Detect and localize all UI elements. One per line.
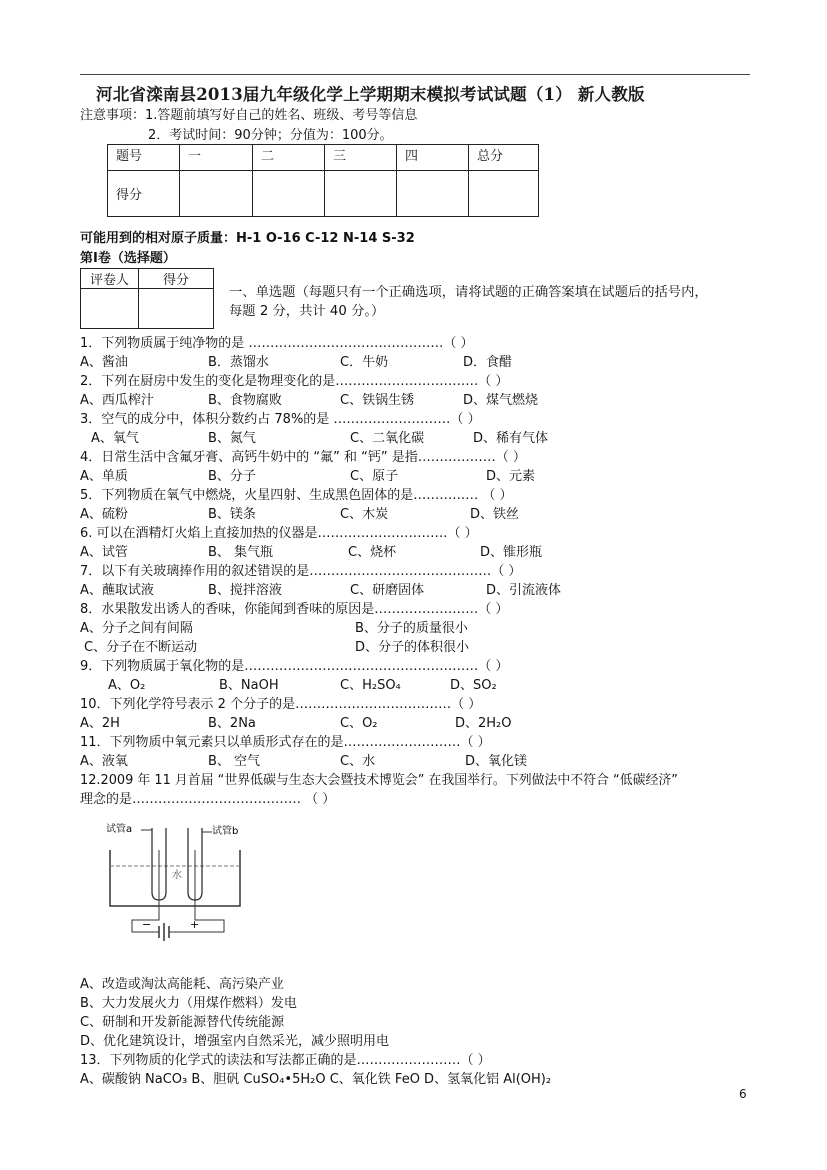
question-3: 3．空气的成分中，体积分数约占 78%的是 ………………………（ ） — [80, 412, 481, 427]
question-1: 1．下列物质属于纯净物的是 ………………………………………（ ） — [80, 336, 474, 351]
grader-cell[interactable] — [139, 289, 214, 329]
tube-b-label: 试管b — [212, 826, 239, 837]
option-d: D、铁丝 — [470, 507, 520, 522]
option-c: C、O₂ — [340, 716, 378, 731]
wire-positive — [176, 900, 224, 932]
option-b: B、氮气 — [208, 431, 256, 446]
option-b: B、食物腐败 — [208, 393, 282, 408]
page-number: 6 — [739, 1087, 747, 1101]
notice-line-1: 注意事项：1.答题前填写好自己的姓名、班级、考号等信息 — [80, 108, 418, 123]
option-c: C、原子 — [350, 469, 399, 484]
question-2: 2．下列在厨房中发生的变化是物理变化的是……………………………（ ） — [80, 374, 509, 389]
section-title: 第Ⅰ卷（选择题） — [80, 251, 176, 266]
score-row-label: 得分 — [108, 171, 180, 217]
option-d: D、煤气燃烧 — [463, 393, 539, 408]
negative-terminal-label: − — [142, 918, 152, 931]
option-a: A、氧气 — [91, 431, 139, 446]
tube-a-label: 试管a — [106, 824, 133, 835]
score-header-cell: 总分 — [469, 145, 539, 171]
score-table — [107, 144, 539, 217]
option-d: D、锥形瓶 — [480, 545, 543, 560]
option-b: B、分子的质量很小 — [355, 621, 468, 636]
instruction-line-1: 一、单选题（每题只有一个正确选项，请将试题的正确答案填在试题后的括号内， — [229, 285, 708, 300]
score-cell[interactable] — [325, 171, 397, 217]
question-10: 10．下列化学符号表示 2 个分子的是………………………………（ ） — [80, 697, 482, 712]
option-c: C．牛奶 — [340, 355, 389, 370]
option-d: D、元素 — [486, 469, 536, 484]
score-header-cell: 一 — [180, 145, 253, 171]
option-a: A、酱油 — [80, 355, 128, 370]
option-d: D、稀有气体 — [473, 431, 549, 446]
option-b: B、分子 — [208, 469, 256, 484]
option-b: B、 空气 — [208, 754, 261, 769]
question-13: 13．下列物质的化学式的读法和写法都正确的是……………………（ ） — [80, 1053, 491, 1068]
option-a: A、O₂ — [108, 678, 146, 693]
water-label: 水 — [172, 870, 182, 881]
option-a: A、液氧 — [80, 754, 128, 769]
question-9: 9．下列物质属于氧化物的是………………………………………………（ ） — [80, 659, 509, 674]
score-cell[interactable] — [253, 171, 325, 217]
option-a: A、分子之间有间隔 — [80, 621, 193, 636]
question-12: 12.2009 年 11 月首届 “世界低碳与生态大会暨技术博览会” 在我国举行。下列做法中不符合 “低碳经济” — [80, 773, 678, 788]
score-cell[interactable] — [397, 171, 469, 217]
question-12-line2: 理念的是………………………………… （ ） — [80, 792, 336, 807]
option-b: B、搅拌溶液 — [208, 583, 282, 598]
score-header-cell: 四 — [397, 145, 469, 171]
grader-header-cell: 得分 — [139, 269, 214, 289]
question-7: 7．以下有关玻璃捧作用的叙述错误的是……………………………………（ ） — [80, 564, 522, 579]
positive-terminal-label: + — [190, 918, 200, 931]
option-b: B、镁条 — [208, 507, 256, 522]
atomic-masses: 可能用到的相对原子质量：H-1 O-16 C-12 N-14 S-32 — [80, 231, 415, 246]
option-a: A、改造或淘汰高能耗、高污染产业 — [80, 977, 284, 992]
option-b: B、NaOH — [219, 678, 279, 693]
option-b: B、大力发展火力（用煤作燃料）发电 — [80, 996, 297, 1011]
option-c: C、木炭 — [340, 507, 389, 522]
score-cell[interactable] — [469, 171, 539, 217]
option-d: D、SO₂ — [450, 678, 497, 693]
score-header-cell: 二 — [253, 145, 325, 171]
instruction-line-2: 每题 2 分，共计 40 分。） — [229, 304, 385, 319]
option-b: B、 集气瓶 — [208, 545, 274, 560]
question-13-options: A、碳酸钠 NaCO₃ B、胆矾 CuSO₄•5H₂O C、氧化铁 FeO D、氢氧化铝 Al(OH)₂ — [80, 1072, 552, 1087]
option-c: C、研磨固体 — [350, 583, 425, 598]
notice-line-2: 2．考试时间：90分钟；分值为：100分。 — [148, 128, 393, 143]
option-d: D．食醋 — [463, 355, 513, 370]
option-a: A、西瓜榨汁 — [80, 393, 154, 408]
option-c: C、铁锅生锈 — [340, 393, 415, 408]
option-d: D、分子的体积很小 — [355, 640, 470, 655]
question-4: 4．日常生活中含氟牙膏、高钙牛奶中的 “氟” 和 “钙” 是指………………（ ） — [80, 450, 526, 465]
option-a: A、硫粉 — [80, 507, 128, 522]
option-b: B、2Na — [208, 716, 256, 731]
option-c: C、分子在不断运动 — [84, 640, 198, 655]
option-a: A、蘸取试液 — [80, 583, 154, 598]
electrolysis-apparatus-diagram — [104, 820, 254, 950]
question-5: 5．下列物质在氧气中燃烧，火星四射、生成黑色固体的是…………… （ ） — [80, 488, 513, 503]
option-c: C、水 — [340, 754, 376, 769]
option-b: B．蒸馏水 — [208, 355, 269, 370]
option-a: A、2H — [80, 716, 120, 731]
header-rule — [80, 74, 750, 75]
option-c: C、二氧化碳 — [350, 431, 425, 446]
grader-cell[interactable] — [81, 289, 139, 329]
question-11: 11．下列物质中氧元素只以单质形式存在的是………………………（ ） — [80, 735, 491, 750]
option-c: C、研制和开发新能源替代传统能源 — [80, 1015, 285, 1030]
option-d: D、优化建筑设计，增强室内自然采光，减少照明用电 — [80, 1034, 390, 1049]
score-header-cell: 题号 — [108, 145, 180, 171]
option-c: C、H₂SO₄ — [340, 678, 401, 693]
option-c: C、烧杯 — [348, 545, 397, 560]
document-title: 河北省滦南县2013届九年级化学上学期期末模拟考试试题（1） 新人教版 — [96, 85, 645, 104]
question-6: 6. 可以在酒精灯火焰上直接加热的仪器是…………………………（ ） — [80, 526, 478, 541]
option-a: A、单质 — [80, 469, 128, 484]
score-cell[interactable] — [180, 171, 253, 217]
grader-header-cell: 评卷人 — [81, 269, 139, 289]
option-d: D、2H₂O — [455, 716, 512, 731]
option-d: D、氧化镁 — [465, 754, 528, 769]
score-header-cell: 三 — [325, 145, 397, 171]
question-8: 8．水果散发出诱人的香味，你能闻到香味的原因是……………………（ ） — [80, 602, 509, 617]
option-a: A、试管 — [80, 545, 128, 560]
electrolysis-figure — [104, 820, 254, 954]
grader-table — [80, 268, 214, 329]
option-d: D、引流液体 — [486, 583, 562, 598]
